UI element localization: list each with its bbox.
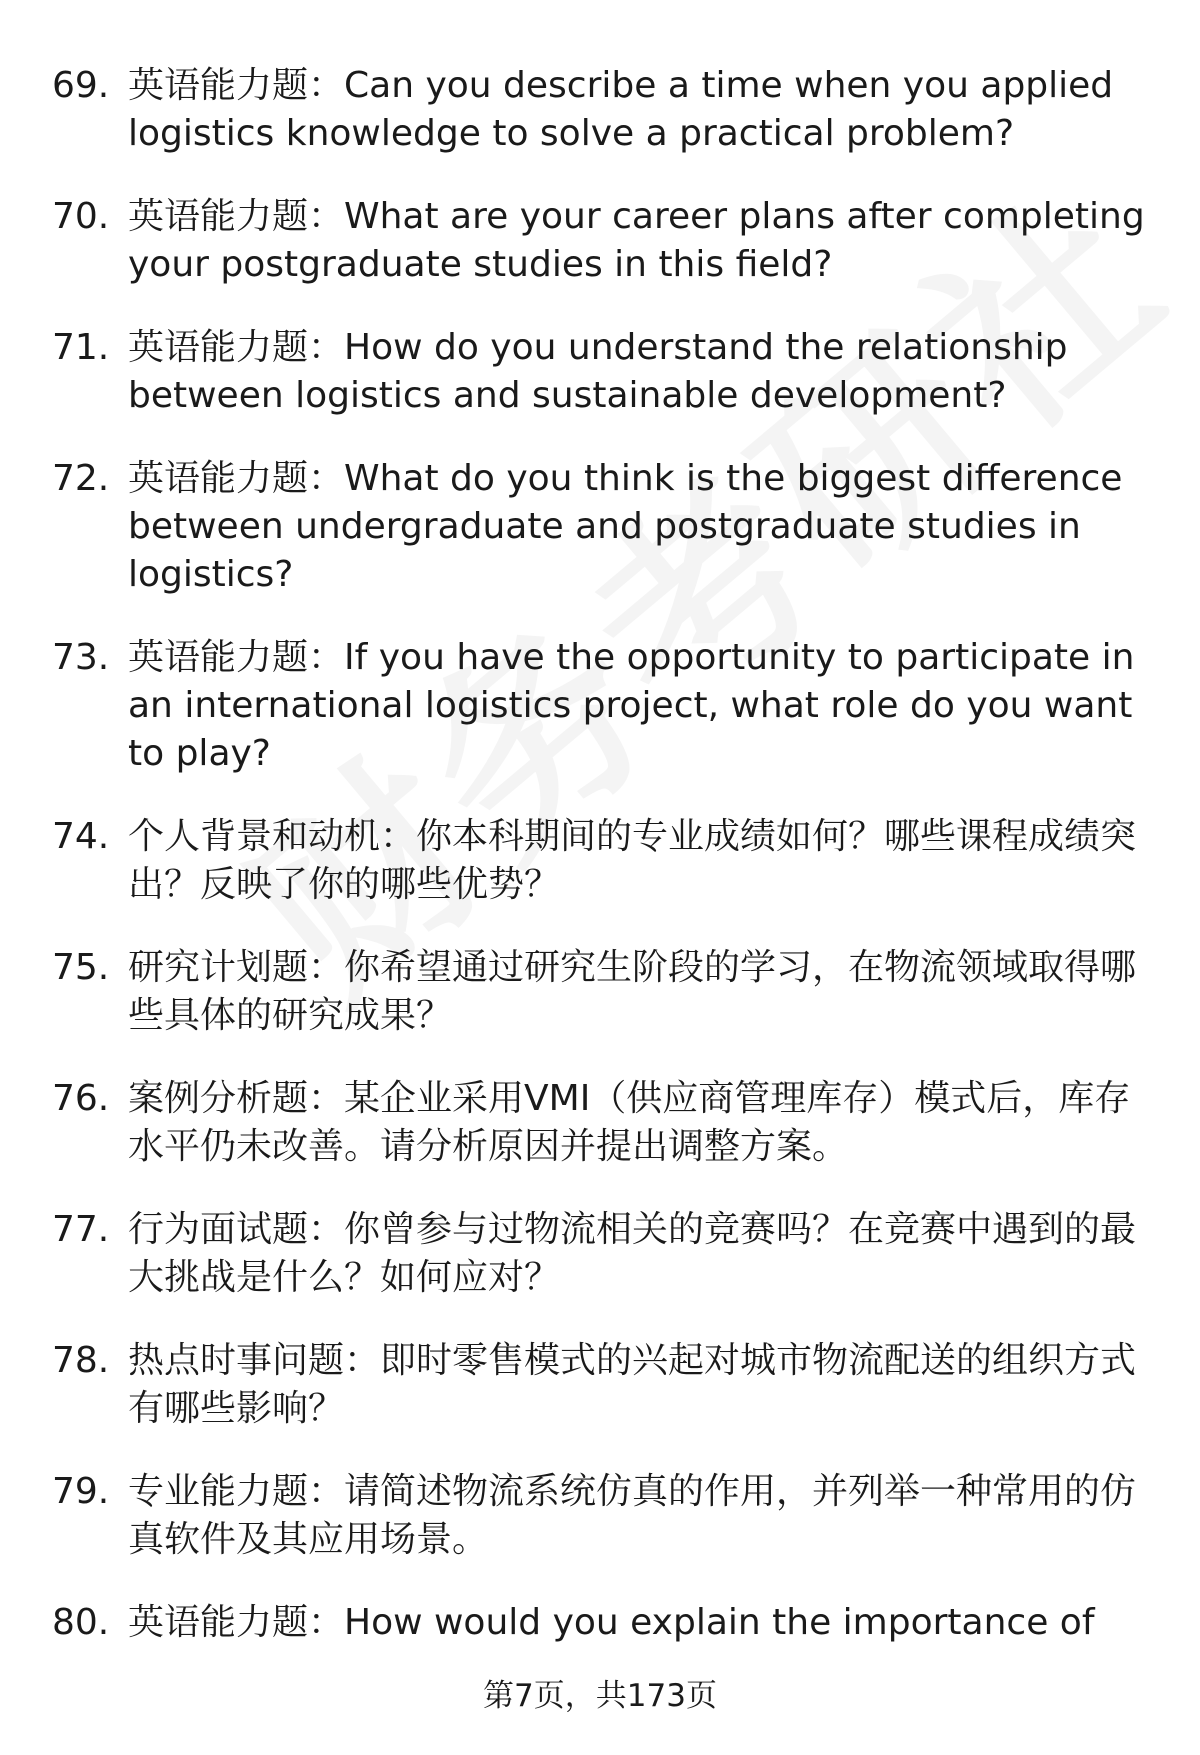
question-text: 英语能力题：If you have the opportunity to participate in an international logistics project, what role do you want to play? bbox=[128, 637, 1135, 774]
question-text: 英语能力题：What are your career plans after completing your postgraduate studies in this field? bbox=[128, 196, 1145, 285]
question-number: 74. bbox=[52, 816, 110, 857]
question-item bbox=[52, 634, 1162, 778]
question-number: 73. bbox=[52, 637, 110, 678]
question-number: 77. bbox=[52, 1209, 110, 1250]
question-text: 研究计划题：你希望通过研究生阶段的学习，在物流领域取得哪些具体的研究成果？ bbox=[128, 947, 1137, 1036]
question-item bbox=[52, 944, 1162, 1040]
question-text: 英语能力题：Can you describe a time when you applied logistics knowledge to solve a practical problem? bbox=[128, 65, 1114, 154]
question-item bbox=[52, 193, 1162, 289]
question-text: 英语能力题：How do you understand the relationship between logistics and sustainable development? bbox=[128, 327, 1068, 416]
question-text: 专业能力题：请简述物流系统仿真的作用，并列举一种常用的仿真软件及其应用场景。 bbox=[128, 1471, 1137, 1560]
question-item bbox=[52, 1599, 1162, 1647]
question-number: 71. bbox=[52, 327, 110, 368]
question-list bbox=[52, 62, 1162, 1682]
page-footer bbox=[0, 1676, 1200, 1716]
question-number: 78. bbox=[52, 1340, 110, 1381]
question-text: 英语能力题：How would you explain the importance of bbox=[128, 1602, 1095, 1643]
question-number: 80. bbox=[52, 1602, 110, 1643]
question-item bbox=[52, 62, 1162, 158]
page-number-label: 第7页，共173页 bbox=[483, 1678, 717, 1714]
question-item bbox=[52, 1468, 1162, 1564]
question-number: 70. bbox=[52, 196, 110, 237]
question-number: 75. bbox=[52, 947, 110, 988]
question-item bbox=[52, 324, 1162, 420]
question-item bbox=[52, 813, 1162, 909]
question-item bbox=[52, 1075, 1162, 1171]
question-text: 行为面试题：你曾参与过物流相关的竞赛吗？在竞赛中遇到的最大挑战是什么？如何应对？ bbox=[128, 1209, 1137, 1298]
question-text: 案例分析题：某企业采用VMI（供应商管理库存）模式后，库存水平仍未改善。请分析原因并提出调整方案。 bbox=[128, 1078, 1131, 1167]
question-text: 个人背景和动机：你本科期间的专业成绩如何？哪些课程成绩突出？反映了你的哪些优势？ bbox=[128, 816, 1137, 905]
question-item bbox=[52, 1206, 1162, 1302]
question-number: 72. bbox=[52, 458, 110, 499]
question-number: 79. bbox=[52, 1471, 110, 1512]
question-item bbox=[52, 455, 1162, 599]
question-text: 英语能力题：What do you think is the biggest difference between undergraduate and postgraduate studies in logistics? bbox=[128, 458, 1123, 595]
question-text: 热点时事问题：即时零售模式的兴起对城市物流配送的组织方式有哪些影响？ bbox=[128, 1340, 1137, 1429]
question-item bbox=[52, 1337, 1162, 1433]
question-number: 69. bbox=[52, 65, 110, 106]
question-number: 76. bbox=[52, 1078, 110, 1119]
